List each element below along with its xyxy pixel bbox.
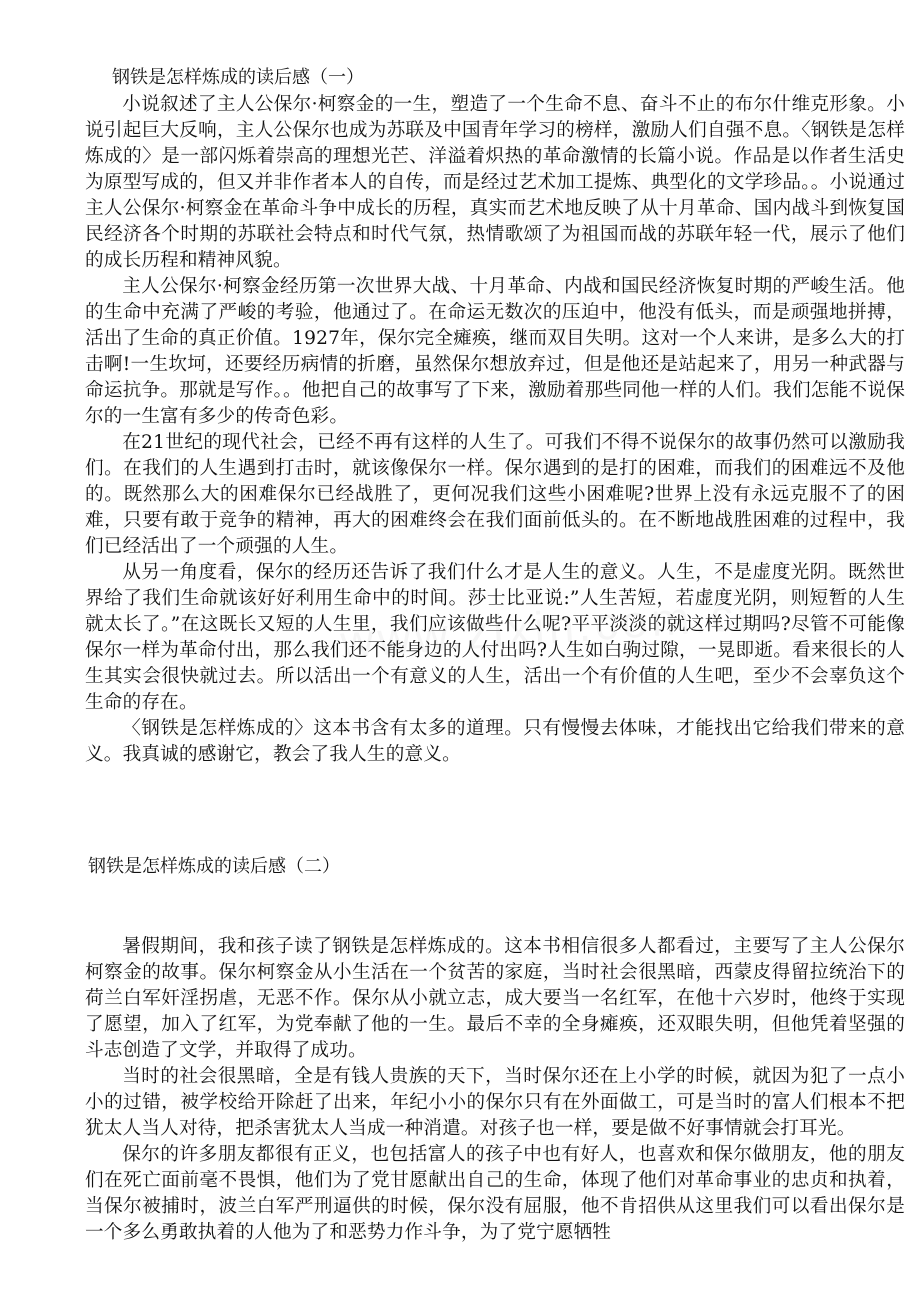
paragraph: 小说叙述了主人公保尔·柯察金的一生，塑造了一个生命不息、奋斗不止的布尔什维克形象。小说引起巨大反响，主人公保尔也成为苏联及中国青年学习的榜样，激励人们自强不息。〈钢铁是怎样炼成的〉是一部闪烁着崇高的理想光芒、洋溢着炽热的革命激情的长篇小说。作品是以作者生活史为原型写成的，但又并非作者本人的自传，而是经过艺术加工提炼、典型化的文学珍品。。小说通过主人公保尔·柯察金在革命斗争中成长的历程，真实而艺术地反映了从十月革命、国内战斗到恢复国民经济各个时期的苏联社会特点和时代气氛，热情歌颂了为祖国而战的苏联年轻一代，展示了他们的成长历程和精神风貌。 xyxy=(85,94,905,271)
section-two-title: 钢铁是怎样炼成的读后感（二） xyxy=(88,856,340,877)
section-one-title: 钢铁是怎样炼成的读后感（一） xyxy=(112,67,364,88)
section-one-body xyxy=(85,92,905,768)
paragraph: 从另一角度看，保尔的经历还告诉了我们什么才是人生的意义。人生，不是虚度光阴。既然世界给了我们生命就该好好利用生命中的时间。莎士比亚说:”人生苦短，若虚度光阴，则短暂的人生就太长了。”在这既长又短的人生里，我们应该做些什么呢?平平淡淡的就这样过期吗?尽管不可能像保尔一样为革命付出，那么我们还不能身边的人付出吗?人生如白驹过隙，一晃即逝。看来很长的人生其实会很快就过去。所以活出一个有意义的人生，活出一个有价值的人生吧，至少不会辜负这个生命的存在。 xyxy=(85,562,905,713)
paragraph: 在21世纪的现代社会，已经不再有这样的人生了。可我们不得不说保尔的故事仍然可以激励我们。在我们的人生遇到打击时，就该像保尔一样。保尔遇到的是打的困难，而我们的困难远不及他的。既然那么大的困难保尔已经战胜了，更何况我们这些小困难呢?世界上没有永远克服不了的困难，只要有敢于竞争的精神，再大的困难终会在我们面前低头的。在不断地战胜困难的过程中，我们已经活出了一个顽强的人生。 xyxy=(85,432,905,557)
paragraph: 当时的社会很黑暗，全是有钱人贵族的天下，当时保尔还在上小学的时候，就因为犯了一点小小的过错，被学校给开除赶了出来，年纪小小的保尔只有在外面做工，可是当时的富人们根本不把犹太人当人对待，把杀害犹太人当成一种消遣。对孩子也一样，要是做不好事情就会打耳光。 xyxy=(85,1066,905,1139)
paragraph: 〈钢铁是怎样炼成的〉这本书含有太多的道理。只有慢慢去体味，才能找出它给我们带来的意义。我真诚的感谢它，教会了我人生的意义。 xyxy=(85,718,905,765)
paragraph: 暑假期间，我和孩子读了钢铁是怎样炼成的。这本书相信很多人都看过，主要写了主人公保尔柯察金的故事。保尔柯察金从小生活在一个贫苦的家庭，当时社会很黑暗，西蒙皮得留拉统治下的荷兰白军奸淫拐虐，无恶不作。保尔从小就立志，成大要当一名红军，在他十六岁时，他终于实现了愿望，加入了红军，为党奉献了他的一生。最后不幸的全身瘫痪，还双眼失明，但他凭着坚强的斗志创造了文学，并取得了成功。 xyxy=(85,936,905,1061)
paragraph: 主人公保尔·柯察金经历第一次世界大战、十月革命、内战和国民经济恢复时期的严峻生活。他的生命中充满了严峻的考验，他通过了。在命运无数次的压迫中，他没有低头，而是顽强地拼搏，活出了生命的真正价值。1927年，保尔完全瘫痪，继而双目失明。这对一个人来讲，是多么大的打击啊!一生坎坷，还要经历病情的折磨，虽然保尔想放弃过，但是他还是站起来了，用另一种武器与命运抗争。那就是写作。。他把自己的故事写了下来，激励着那些同他一样的人们。我们怎能不说保尔的一生富有多少的传奇色彩。 xyxy=(85,276,905,427)
paragraph: 保尔的许多朋友都很有正义，也包括富人的孩子中也有好人，也喜欢和保尔做朋友，他的朋友们在死亡面前毫不畏惧，他们为了党甘愿献出自己的生命，体现了他们对革命事业的忠贞和执着，当保尔被捕时，波兰白军严刑逼供的时候，保尔没有屈服，他不肯招供从这里我们可以看出保尔是一个多么勇敢执着的人他为了和恶势力作斗争，为了党宁愿牺牲 xyxy=(85,1144,905,1243)
section-two-body xyxy=(85,934,905,1246)
